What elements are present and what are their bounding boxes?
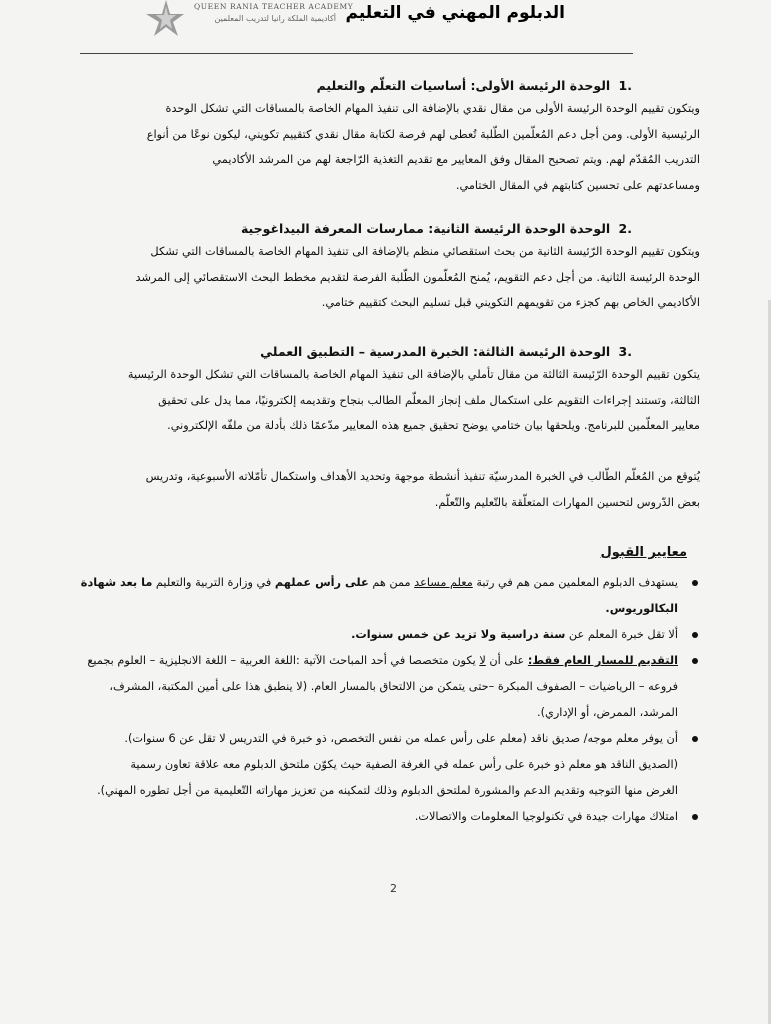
criteria-item-5 — [90, 804, 708, 830]
paragraph-line: الأكاديمي الخاص بهم كجزء من تقويمهم التكويني قبل تسليم البحث كتقييم ختامي. — [321, 296, 700, 309]
unit-2-number: .2 — [618, 221, 632, 236]
text-run: في وزارة التربية والتعليم — [152, 576, 275, 589]
paragraph-line: بعض الدّروس لتحسين المهارات المتعلّقة بالتّعليم والتّعلّم. — [434, 495, 700, 509]
paragraph-line: الثالثة، وتستند إجراءات التقويم على استكمال ملف إنجاز المعلّم الطالب بنجاح وتقديمه إلكترونيًا، مما يدل على تحقيق — [158, 393, 700, 407]
expectation-paragraph — [100, 464, 700, 515]
criteria-list — [80, 570, 708, 830]
text-run: ممن هم — [368, 576, 415, 589]
unit-1-number: .1 — [618, 78, 632, 93]
text-run-underlined: معلم مساعد — [414, 576, 473, 589]
text-run-bold-underlined: التقديم للمسار العام فقط: — [527, 654, 678, 667]
text-run-bold: على رأس عملهم — [274, 576, 369, 589]
bullet-icon — [692, 632, 698, 638]
criteria-item-2 — [90, 622, 708, 648]
unit-2-title: الوحدة الوحدة الرئيسة الثانية: ممارسات المعرفة البيداغوجية — [240, 221, 611, 236]
bullet-icon — [692, 658, 698, 664]
text-run: على أن — [485, 654, 528, 667]
star-emblem-icon — [136, 0, 192, 40]
paragraph-line: التدريب المُقدّم لهم. ويتم تصحيح المقال وفق المعايير مع تقديم التغذية الرّاجعة لهم من المرشد الأكاديمي — [212, 153, 700, 166]
unit-3-number: .3 — [618, 344, 632, 359]
paragraph-line: الرئيسية الأولى. ومن أجل دعم المُعلّمين الطّلبة تُعطى لهم فرصة لكتابة مقال نقدي كتقييم تكويني، ليكون نوعًا من أنواع — [146, 127, 700, 141]
paragraph-line: المرشد، الممرض، أو الإداري). — [537, 706, 678, 719]
document-title: الدبلوم المهني في التعليم — [345, 3, 565, 23]
text-run: يكون متخصصا في أحد المباحث الآتية :اللغة العربية – اللغة الانجليزية – العلوم بجميع — [87, 654, 480, 667]
bullet-icon — [692, 814, 698, 820]
bullet-icon — [692, 580, 698, 586]
page-number: 2 — [390, 882, 397, 895]
paragraph-line — [87, 648, 678, 674]
bullet-icon — [692, 736, 698, 742]
unit-1-heading — [100, 76, 700, 96]
paragraph-line: الغرض منها التوجيه وتقديم الدعم والمشورة لملتحق الدبلوم وذلك لتمكينه من تعزيز مهاراته التّعليمية من أجل تطوره المهني). — [97, 784, 678, 797]
unit-1-section — [100, 76, 700, 198]
header-divider — [80, 53, 633, 54]
criteria-item-1 — [80, 570, 708, 622]
unit-3-paragraph — [100, 362, 700, 439]
unit-3-heading — [100, 342, 700, 362]
unit-2-section — [100, 219, 700, 316]
text-run-bold: ما بعد شهادة — [80, 576, 153, 589]
academy-logo — [136, 0, 356, 40]
unit-3-title: الوحدة الرئيسة الثالثة: الخبرة المدرسية – التطبيق العملي — [260, 344, 611, 359]
paragraph-line: ويتكون تقييم الوحدة الرّئيسة الثانية من بحث استقصائي منظم بالإضافة الى تنفيذ المهام الخاصة بالمساقات التي تشكل — [150, 245, 700, 258]
criteria-item-4 — [90, 726, 708, 804]
unit-3-section — [100, 342, 700, 439]
unit-2-paragraph — [100, 239, 700, 316]
unit-1-title: الوحدة الرئيسة الأولى: أساسيات التعلّم والتعليم — [316, 78, 611, 93]
paragraph-line: فروعه – الرياضيات – الصفوف المبكرة –حتى يتمكن من الالتحاق بالمسار العام. (لا ينطبق هذا على أمين المكتبة، المشرف، — [109, 680, 678, 693]
paragraph-line — [90, 622, 678, 648]
text-run: يستهدف الدبلوم المعلمين ممن هم في رتبة — [472, 576, 678, 589]
paragraph-line: ومساعدتهم على تحسين كتابتهم في المقال الختامي. — [455, 178, 700, 192]
unit-1-paragraph — [100, 96, 700, 198]
paragraph-line: (الصديق الناقد هو معلم ذو خبرة على رأس عمله في الغرفة الصفية حيث يكوّن ملتحق الدبلوم معه علاقة تعاون رسمية — [130, 758, 678, 771]
paragraph-line: البكالوريوس. — [605, 602, 678, 615]
text-run-underlined: لا — [479, 654, 486, 667]
text-run-bold: سنة دراسية ولا تزيد عن خمس سنوات. — [351, 628, 566, 641]
admission-criteria-title: معايير القبول — [600, 545, 687, 560]
unit-2-heading — [100, 219, 700, 239]
paragraph-line: ويتكون تقييم الوحدة الرئيسة الأولى من مقال نقدي بالإضافة الى تنفيذ المهام الخاصة بالمساقات التي تشكل الوحدة — [165, 102, 700, 115]
paragraph-line — [80, 570, 678, 596]
logo-arabic-text: أكاديمية الملكة رانيا لتدريب المعلمين — [214, 14, 336, 23]
paragraph-line: امتلاك مهارات جيدة في تكنولوجيا المعلومات والاتصالات. — [414, 810, 678, 823]
paragraph-line: الوحدة الرئيسة الثانية. من أجل دعم التقويم، يُمنح المُعلّمون الطّلبة الفرصة لتقديم مخطط البحث الاستقصائي إلى المرشد — [135, 270, 700, 284]
paragraph-line: يُتوقع من المُعلّم الطّالب في الخبرة المدرسيّة تنفيذ أنشطة موجهة وتحديد الأهداف واستكمال تأمّلاته الأسبوعية، وتدريس — [145, 470, 700, 483]
logo-english-text: QUEEN RANIA TEACHER ACADEMY — [194, 2, 354, 11]
expectation-text — [100, 464, 700, 515]
paragraph-line: أن يوفر معلم موجه/ صديق ناقد (معلم على رأس عمله من نفس التخصص، ذو خبرة في التدريس لا تقل عن 6 سنوات). — [124, 732, 678, 745]
paragraph-line: يتكون تقييم الوحدة الرّئيسة الثالثة من مقال تأملي بالإضافة الى تنفيذ المهام الخاصة بالمساقات التي تشكل الوحدة الرئيسية — [127, 368, 700, 381]
text-run: ألا تقل خبرة المعلم عن — [565, 628, 678, 641]
paragraph-line: معايير المعلّمين للبرنامج. ويلحقها بيان ختامي يوضح تحقيق جميع هذه المعايير مدّعمًا ذلك بأدلة من ملفّه الإلكتروني. — [167, 419, 700, 432]
criteria-item-3 — [87, 648, 708, 726]
